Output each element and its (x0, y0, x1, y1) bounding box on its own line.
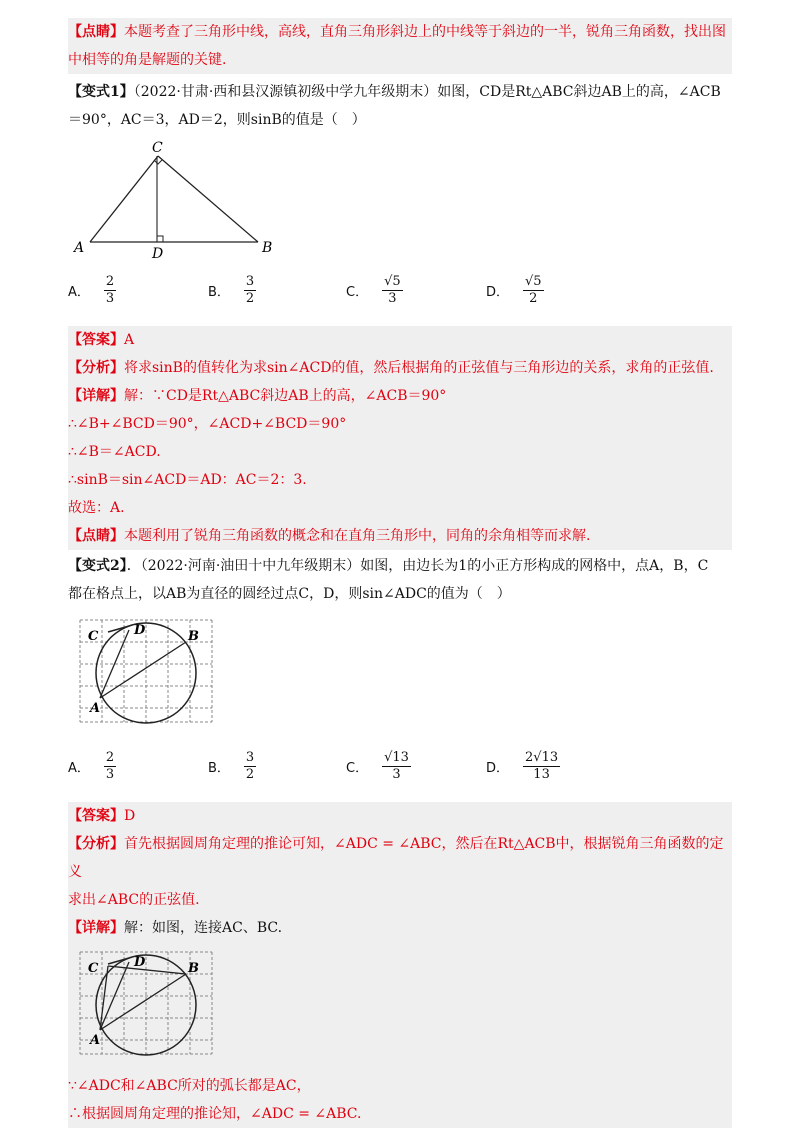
analysis-text: 将求sinB的值转化为求sin∠ACD的值，然后根据角的正弦值与三角形边的关系，求角的正弦值. (124, 360, 714, 376)
label-b: B (188, 961, 199, 976)
option-b[interactable]: B． $\frac{3}{2}$ (208, 749, 255, 782)
label-b: B (262, 240, 273, 256)
circle-grid-diagram (76, 616, 226, 728)
side-cb (158, 156, 258, 242)
label-a: A (90, 701, 101, 716)
note-text: 本题利用了锐角三角函数的概念和在直角三角形中，同角的余角相等而求解. (124, 528, 591, 544)
right-angle-mark-d (157, 236, 163, 242)
variant2-source: ．（2022·河南·油田十中九年级期末） (126, 558, 361, 574)
variant2-options (68, 744, 732, 788)
proof-line: ∴根据圆周角定理的推论知，∠ADC = ∠ABC. (68, 1106, 362, 1122)
variant2-question (68, 552, 732, 608)
option-c[interactable]: C． $\frac{√5}{3}$ (346, 273, 401, 306)
detail-tag: 【详解】 (68, 920, 124, 936)
detail-line: 故选：A. (68, 500, 125, 516)
label-a: A (90, 1033, 101, 1048)
answer-value: A (124, 332, 135, 348)
label-d: D (134, 955, 146, 970)
variant1-stem-1: 如图，CD是Rt△ABC斜边AB上的高，∠ACB (437, 84, 721, 100)
variant1-figure (68, 134, 732, 262)
detail-line: 解：∵CD是Rt△ABC斜边AB上的高，∠ACB＝90° (124, 388, 447, 404)
detail-line: ∴∠B＝∠ACD. (68, 444, 161, 460)
detail-tag: 【详解】 (68, 388, 124, 404)
note-tag: 【点睛】 (68, 528, 124, 544)
variant1-stem-2: ＝90°，AC＝3，AD＝2，则sinB的值是（ ） (68, 112, 366, 128)
label-d: D (152, 246, 164, 262)
proof-line: ∵∠ADC和∠ABC所对的弧长都是AC， (68, 1078, 311, 1094)
option-a[interactable]: A． $\frac{2}{3}$ (68, 749, 115, 782)
variant2-label: 【变式2】 (68, 558, 127, 574)
circle-grid-diagram-solution (76, 948, 226, 1060)
label-d: D (134, 623, 146, 638)
right-triangle-diagram (68, 134, 288, 262)
diameter-ab (100, 974, 186, 1030)
answer-tag: 【答案】 (68, 808, 124, 824)
variant1-label: 【变式1】 (68, 84, 134, 100)
label-c: C (88, 961, 99, 976)
option-c[interactable]: C． $\frac{√13}{3}$ (346, 749, 409, 782)
variant2-stem-1: 如图，由边长为1的小正方形构成的网格中，点A，B，C (360, 558, 709, 574)
detail-line: ∴∠B+∠BCD＝90°，∠ACD+∠BCD＝90° (68, 416, 347, 432)
document-page (68, 18, 732, 1128)
note-text: 本题考查了三角形中线，高线，直角三角形斜边上的中线等于斜边的一半，锐角三角函数，找出图中相等的角是解题的关键. (68, 24, 726, 68)
variant1-source: （2022·甘肃·西和县汉源镇初级中学九年级期末） (133, 84, 438, 100)
right-angle-mark-c (154, 160, 162, 164)
answer-value: D (124, 808, 136, 824)
note-block-1 (68, 18, 732, 74)
analysis-tag: 【分析】 (68, 360, 124, 376)
label-c: C (152, 140, 163, 156)
option-a[interactable]: A． $\frac{2}{3}$ (68, 273, 115, 306)
variant1-solution (68, 326, 732, 550)
variant2-solution-figure-panel (68, 942, 732, 1072)
chord-cb (108, 966, 186, 974)
variant2-figure (68, 616, 732, 736)
diameter-ab (100, 642, 186, 698)
option-d[interactable]: D． $\frac{√5}{2}$ (486, 273, 542, 306)
note-tag: 【点睛】 (68, 24, 124, 40)
side-ac (90, 156, 158, 242)
option-b[interactable]: B． $\frac{3}{2}$ (208, 273, 255, 306)
label-c: C (88, 629, 99, 644)
analysis-text: 求出∠ABC的正弦值. (68, 892, 200, 908)
label-a: A (74, 240, 85, 256)
detail-line: 解：如图，连接AC、BC. (124, 920, 283, 936)
variant2-proof (68, 1072, 732, 1128)
detail-line: ∴sinB＝sin∠ACD＝AD：AC＝2：3. (68, 472, 307, 488)
variant2-solution (68, 802, 732, 942)
analysis-tag: 【分析】 (68, 836, 124, 852)
analysis-text: 首先根据圆周角定理的推论可知，∠ADC = ∠ABC，然后在Rt△ACB中，根据锐角三角函数的定义 (68, 836, 724, 880)
option-d[interactable]: D． $\frac{2√13}{13}$ (486, 749, 559, 782)
variant1-options (68, 268, 732, 312)
variant1-question (68, 78, 732, 134)
variant2-stem-2: 都在格点上，以AB为直径的圆经过点C，D，则sin∠ADC的值为（ ） (68, 586, 511, 602)
answer-tag: 【答案】 (68, 332, 124, 348)
label-b: B (188, 629, 199, 644)
